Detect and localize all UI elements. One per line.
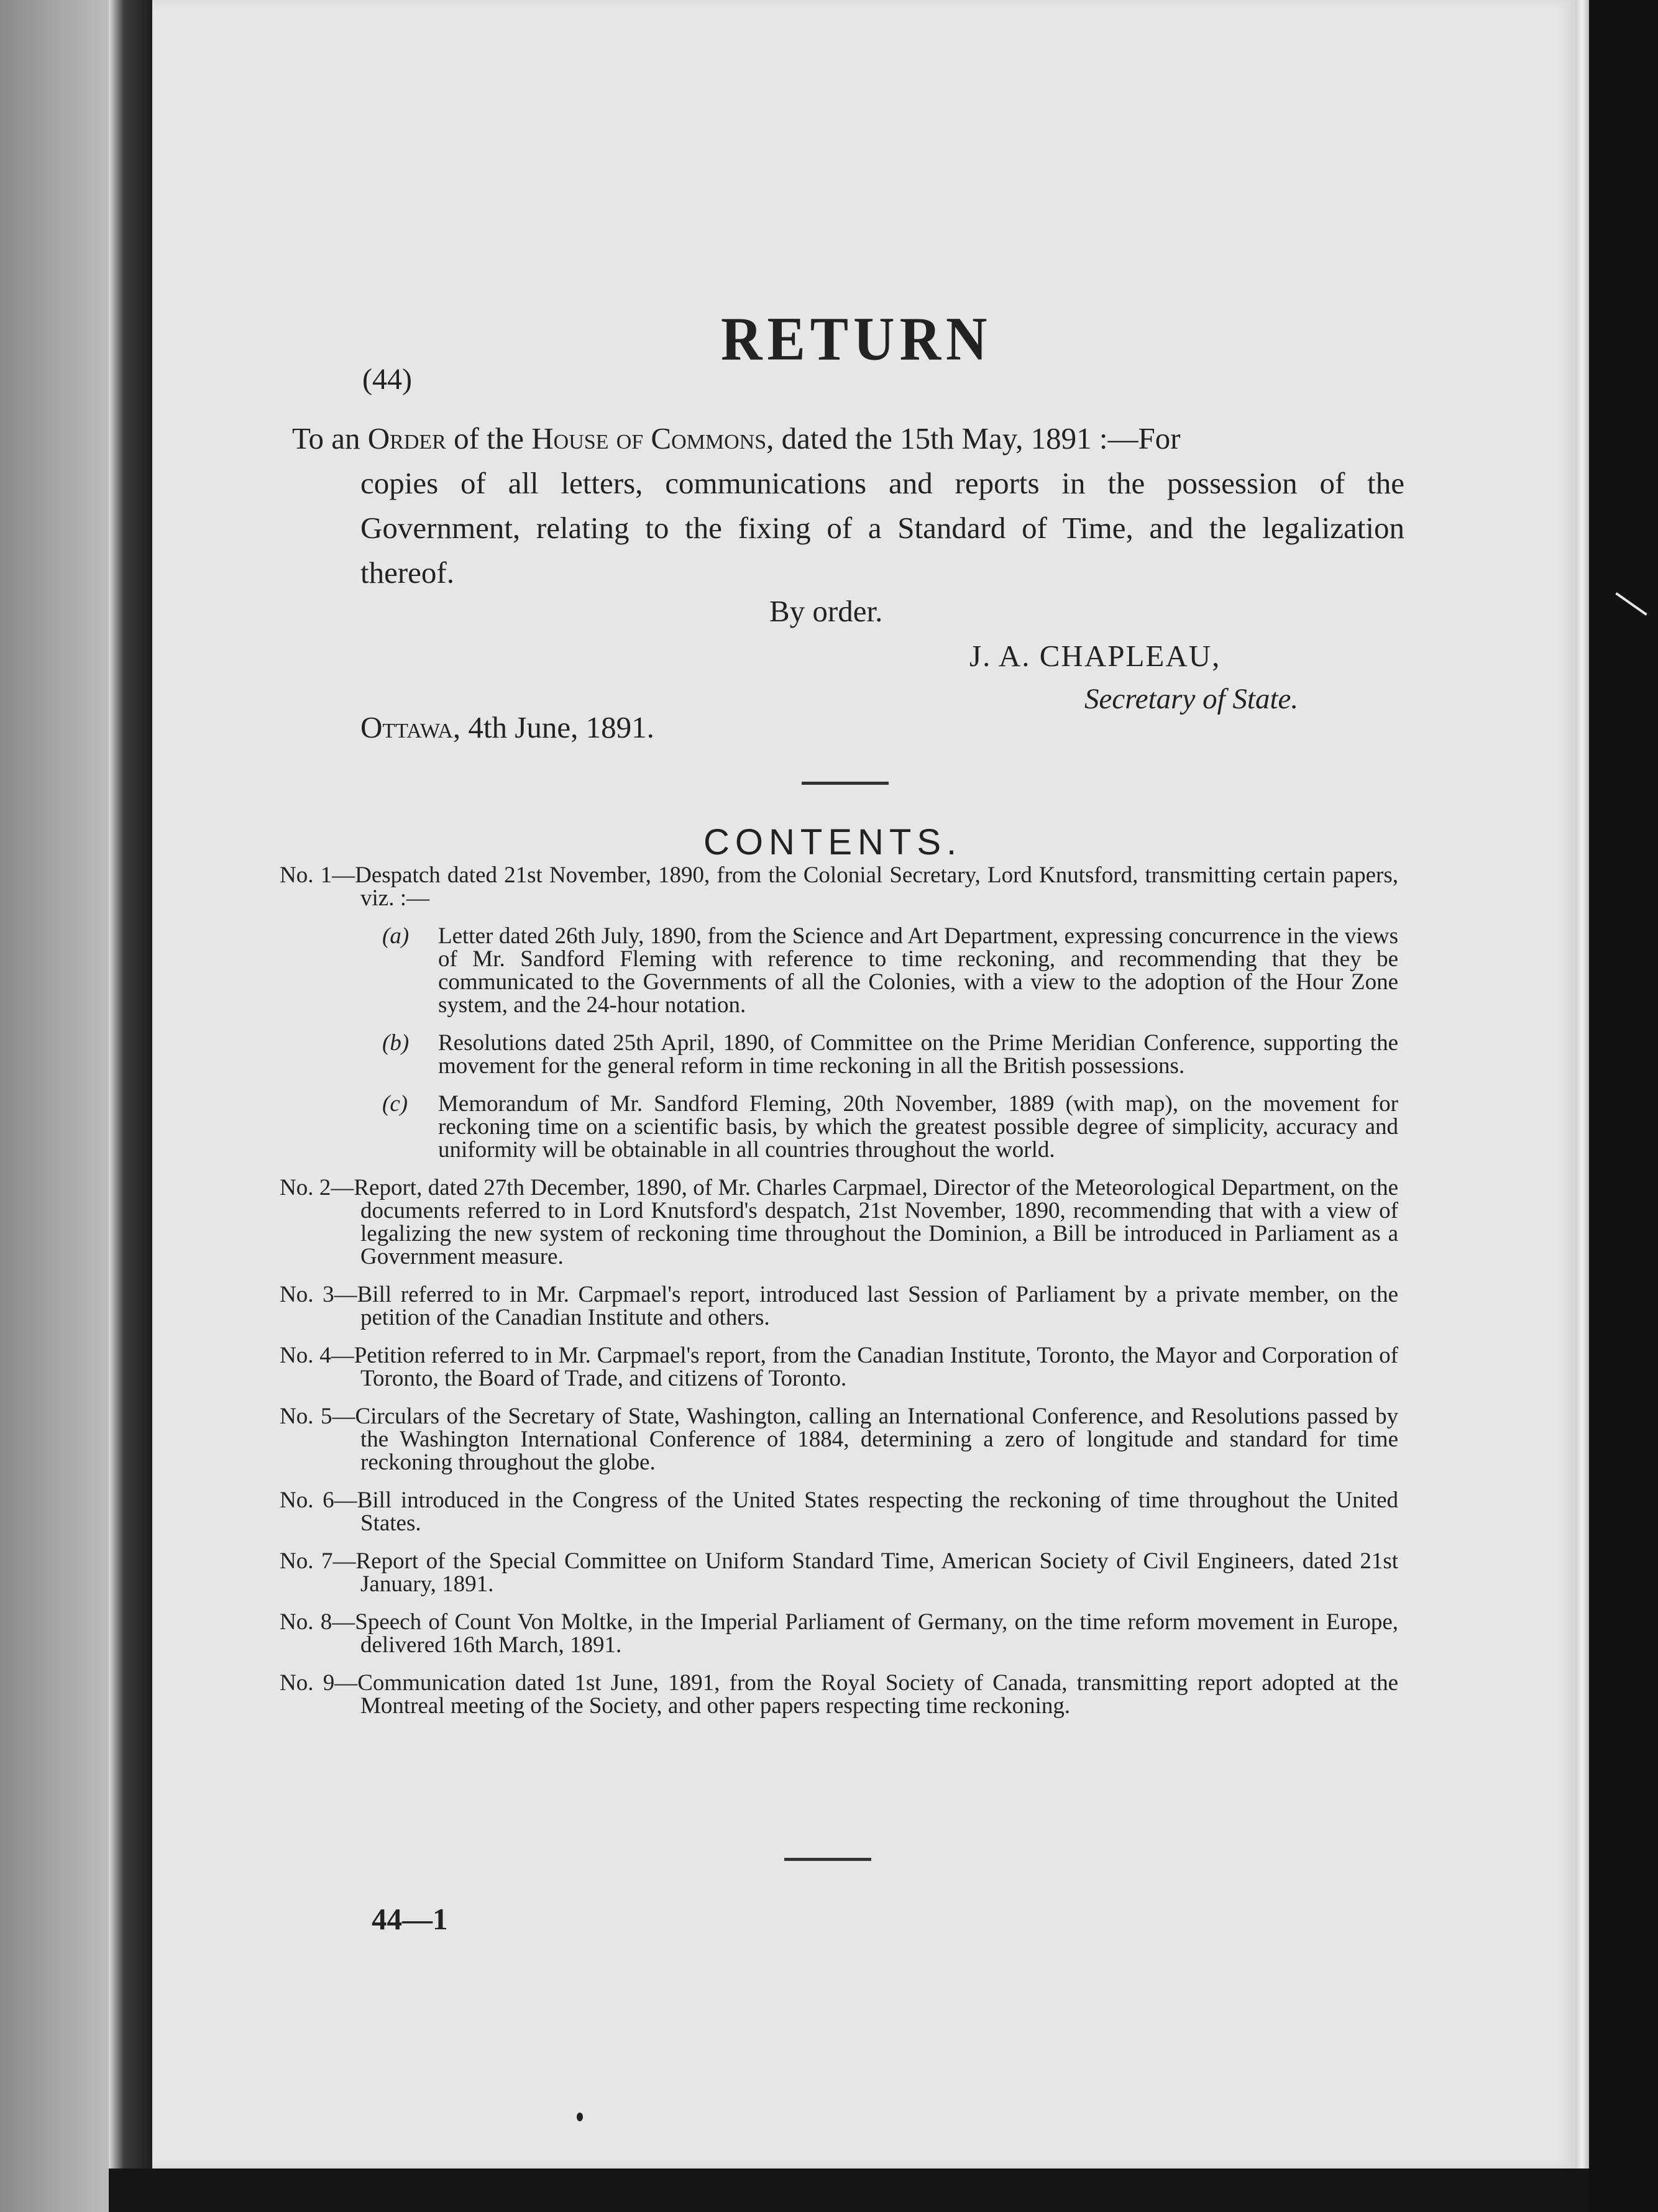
order-intro: To an (292, 421, 360, 455)
contents-item-text: No. 2—Report, dated 27th December, 1890, of Mr. Charles Carpmael, Director of the Meteorological Department, on the documents referred to in Lord Knutsford's despatch, 21st November, 1890, recommending that with a view of legalizing the new system of reckoning time throughout the Dominion, a Bill be introduced in Parliament as a Government measure. (280, 1175, 1398, 1269)
date: , 4th June, 1891. (452, 710, 654, 744)
contents-item-text: No. 7—Report of the Special Committee on Uniform Standard Time, American Society of Civil Engineers, dated 21st January, 1891. (280, 1548, 1398, 1597)
contents-item-text: No. 9—Communication dated 1st June, 1891, from the Royal Society of Canada, transmitting report adopted at the Montreal meeting of the Society, and other papers respecting time reckoning. (280, 1670, 1398, 1719)
subitem-label: (a) (382, 923, 410, 949)
document-title: RETURN (721, 304, 992, 373)
divider-rule (802, 782, 889, 785)
contents-item-text: No. 6—Bill introduced in the Congress of the United States respecting the reckoning of time throughout the United States. (280, 1488, 1398, 1536)
place-date (360, 710, 654, 745)
ink-dot (577, 2113, 583, 2121)
contents-item (280, 1344, 1398, 1390)
signature-number: 44—1 (372, 1902, 448, 1936)
order-of-the: of the (454, 421, 524, 455)
contents-subitem (382, 925, 1398, 1017)
contents-list (280, 864, 1398, 1732)
contents-subitem (382, 1092, 1398, 1161)
order-paragraph (292, 416, 1404, 595)
contents-item (280, 1405, 1398, 1474)
book-left-edge (0, 0, 109, 2212)
scan-border-bottom (109, 2169, 1589, 2212)
signatory-name: J. A. CHAPLEAU, (969, 639, 1221, 673)
house-of-commons: House of Commons (531, 421, 767, 455)
contents-item-text: No. 1—Despatch dated 21st November, 1890, from the Colonial Secretary, Lord Knutsford, transmitting certain papers, viz. :— (280, 862, 1398, 911)
contents-subitem (382, 1031, 1398, 1077)
subitem-text: Letter dated 26th July, 1890, from the Science and Art Department, expressing concurrence in the views of Mr. Sandford Fleming with reference to time reckoning, and recommending that they be communicated to the Governments of all the Colonies, with a view to the adoption of the Hour Zone system, and the 24-hour notation. (438, 923, 1398, 1018)
contents-item-text: No. 8—Speech of Count Von Moltke, in the Imperial Parliament of Germany, on the time reform movement in Europe, delivered 16th March, 1891. (280, 1609, 1398, 1658)
order-date: , dated the 15th May, 1891 :—For (766, 421, 1181, 455)
contents-item (280, 1176, 1398, 1268)
by-order: By order. (769, 594, 883, 628)
subitem-text: Memorandum of Mr. Sandford Fleming, 20th November, 1889 (with map), on the movement for reckoning time on a scientific basis, by which the greatest possible degree of simplicity, accuracy and uniformity will be obtainable in all countries throughout the world. (438, 1091, 1398, 1163)
subitem-text: Resolutions dated 25th April, 1890, of Committee on the Prime Meridian Conference, supporting the movement for the general reform in time reckoning in all the British possessions. (438, 1030, 1398, 1079)
contents-heading: CONTENTS. (703, 822, 963, 862)
order-body: copies of all letters, communications and reports in the possession of the Government, relating to the fixing of a Standard of Time, and the legalization thereof. (360, 466, 1404, 590)
place: Ottawa (360, 710, 453, 744)
page-edge (1575, 0, 1589, 2175)
contents-item (280, 1611, 1398, 1657)
contents-item-text: No. 3—Bill referred to in Mr. Carpmael's report, introduced last Session of Parliament by a private member, on the petition of the Canadian Institute and others. (280, 1282, 1398, 1330)
contents-item-text: No. 5—Circulars of the Secretary of State, Washington, calling an International Conference, and Resolutions passed by the Washington International Conference of 1884, determining a zero of longitude and standard for time reckoning throughout the globe. (280, 1404, 1398, 1475)
document-number: (44) (362, 363, 412, 396)
contents-item (280, 1550, 1398, 1596)
subitem-label: (b) (382, 1030, 410, 1056)
contents-item (280, 864, 1398, 910)
contents-item (280, 1671, 1398, 1717)
book-gutter (109, 0, 152, 2212)
divider-rule (784, 1858, 871, 1861)
contents-item (280, 1283, 1398, 1329)
signatory-title: Secretary of State. (1084, 683, 1299, 715)
contents-item-text: No. 4—Petition referred to in Mr. Carpmael's report, from the Canadian Institute, Toronto, the Mayor and Corporation of Toronto, the Board of Trade, and citizens of Toronto. (280, 1343, 1398, 1391)
subitem-label: (c) (382, 1091, 408, 1117)
scan-border-right (1589, 0, 1658, 2212)
contents-item (280, 1489, 1398, 1535)
order-first-line (292, 416, 1404, 461)
order-word: Order (367, 421, 446, 455)
